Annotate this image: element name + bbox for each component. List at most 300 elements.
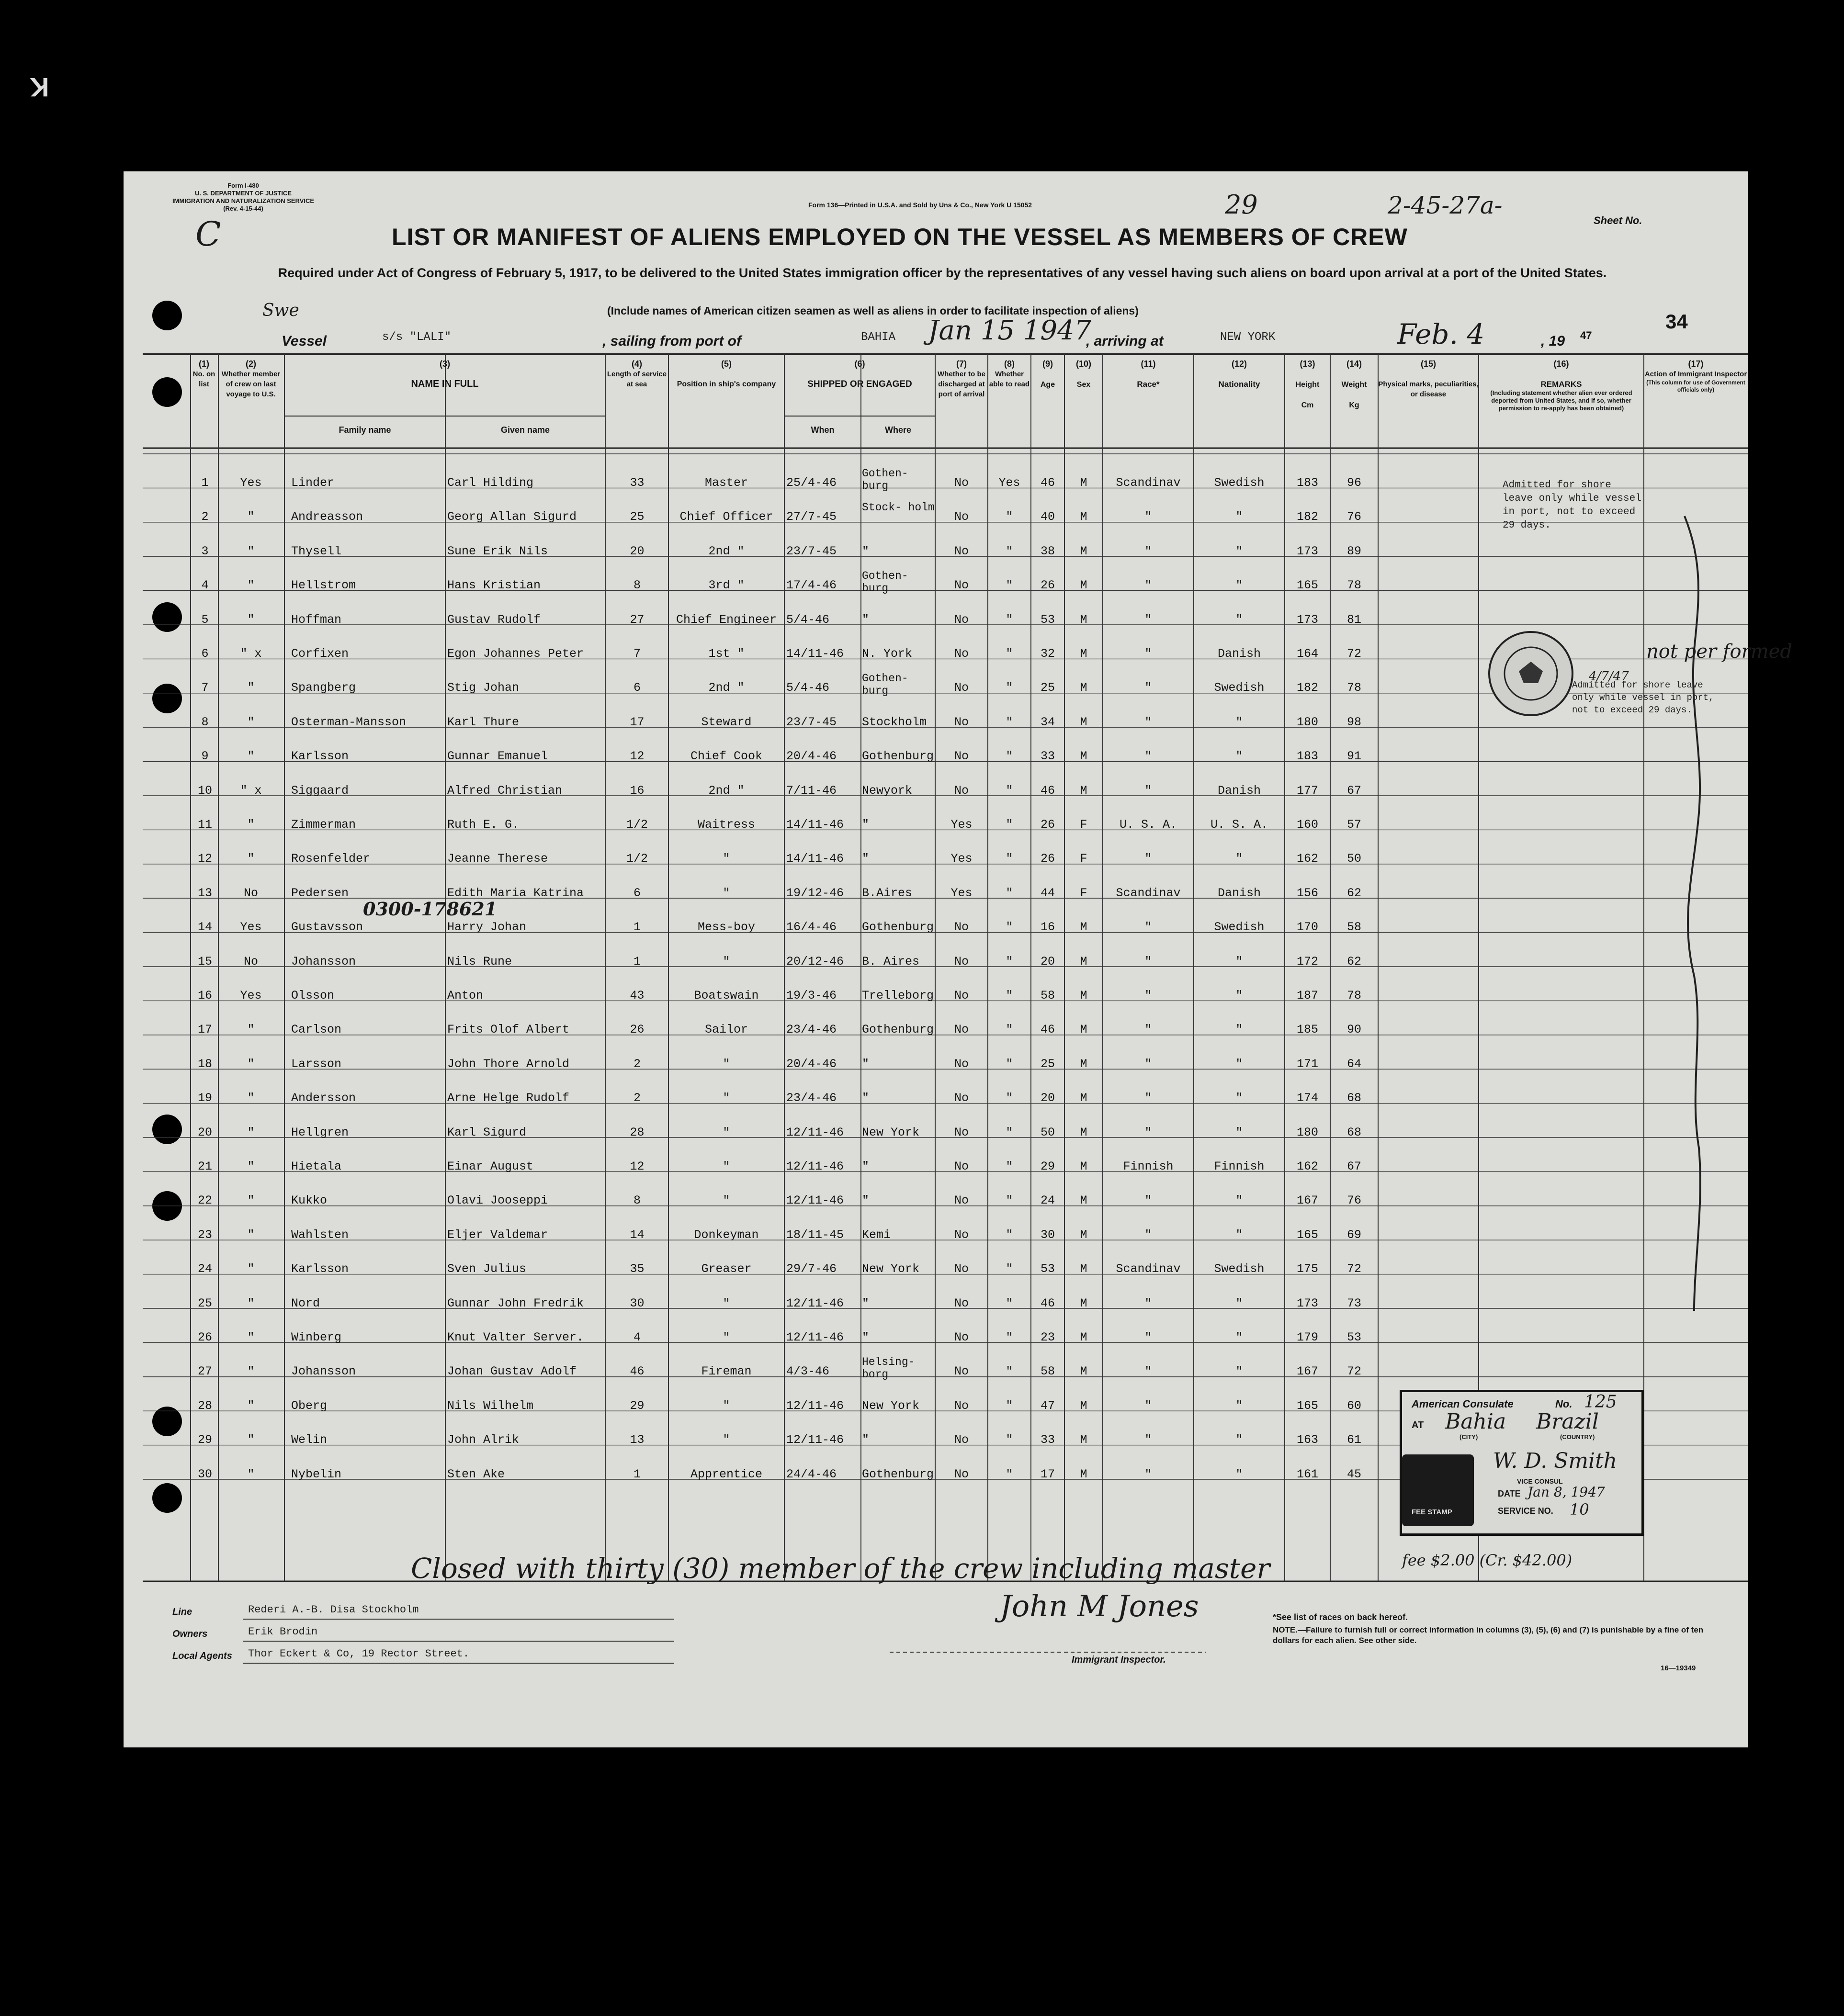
cell-nationality: " [1235,715,1243,729]
cell-service: 27 [630,612,645,627]
cell-when: 20/12-46 [786,954,844,969]
cell-discharged: No [954,647,969,661]
cell-service: 46 [630,1364,645,1379]
side-date: 4/7/47 [1589,669,1629,684]
cell-prev: " [247,544,255,558]
cell-service: 1/2 [626,852,648,866]
agents-value: Thor Eckert & Co, 19 Rector Street. [248,1648,470,1660]
consulate-country: Brazil [1536,1409,1599,1434]
sheet-number-label: Sheet No. [1594,214,1642,226]
cell-given: Olavi Jooseppi [447,1194,548,1208]
cell-when: 12/11-46 [786,1433,844,1447]
cell-prev: " [247,852,255,866]
cell-where: " [862,818,870,832]
cell-nationality: " [1235,1364,1243,1379]
cell-discharged: No [954,544,969,558]
cell-prev: " [247,1160,255,1173]
cell-family: Pedersen [291,886,349,900]
cell-nationality: Danish [1217,783,1261,798]
cell-given: Nils Wilhelm [447,1398,534,1413]
agency-line-1: U. S. DEPARTMENT OF JUSTICE [195,190,292,197]
cell-position: " [723,1296,730,1310]
cell-discharged: No [954,1125,969,1139]
cell-age: 26 [1040,852,1055,866]
cell-age: 58 [1040,989,1055,1002]
cell-where: New York [862,1262,920,1276]
cell-where: B. Aires [862,954,920,969]
cell-where: Gothenburg [862,920,934,935]
cell-given: Knut Valter Server. [447,1330,584,1344]
cell-read: " [1006,783,1013,798]
cell-discharged: No [954,1296,969,1310]
cell-where: Gothenburg [862,749,934,764]
cell-weight: 61 [1346,1433,1361,1447]
cell-position: 2nd " [708,783,745,798]
cell-no: 17 [197,1023,212,1037]
closing-note: Closed with thirty (30) member of the crew including master [411,1552,1270,1585]
cell-sex: M [1080,954,1087,969]
cell-when: 25/4-46 [786,476,837,490]
arriving-label: , arriving at [1086,333,1164,349]
cell-read: " [1006,578,1013,593]
cell-read: " [1006,1057,1013,1071]
table-row [124,538,1748,572]
cell-when: 14/11-46 [786,647,844,661]
cell-height: 167 [1296,1364,1318,1379]
cell-where: Helsing- borg [862,1356,915,1381]
cell-where: Kemi [862,1228,891,1242]
family-name-header: Family name [339,425,391,435]
cell-given: John Alrik [447,1433,520,1447]
owners-label: Owners [172,1629,208,1639]
cell-no: 30 [197,1467,212,1481]
col9-header: (9) Age [1040,359,1055,389]
cell-given: Edith Maria Katrina [447,886,584,900]
table-row [124,982,1748,1016]
inspector-signature: John M Jones [1000,1588,1199,1623]
cell-where: " [862,1194,870,1208]
cell-read: " [1006,1160,1013,1173]
col10-header: (10) Sex [1075,359,1091,389]
cell-race: " [1144,1057,1152,1071]
cell-nationality: " [1235,1433,1243,1447]
cell-age: 46 [1040,476,1055,490]
stamp-admitted-text: Admitted for shore leave only while vessel in port, not to exceed 29 days. [1572,680,1714,715]
cell-height: 167 [1296,1194,1318,1208]
cell-age: 16 [1040,920,1055,935]
cell-age: 20 [1040,954,1055,969]
vessel-name: s/s "LALI" [382,331,452,344]
cell-race: " [1144,1091,1152,1105]
cell-service: 1 [633,1467,641,1481]
cell-given: Eljer Valdemar [447,1228,548,1242]
cell-height: 173 [1296,1296,1318,1310]
col14-header: (14) Weight Kg [1341,359,1367,409]
races-footnote: *See list of races on back hereof. [1273,1612,1408,1622]
cell-where: " [862,1160,870,1173]
cell-when: 20/4-46 [786,1057,837,1071]
cell-position: Fireman [701,1364,752,1379]
table-row [124,1187,1748,1221]
cell-read: " [1006,544,1013,558]
cell-when: 5/4-46 [786,612,830,627]
cell-no: 28 [197,1398,212,1413]
cell-race: U. S. A. [1119,818,1177,832]
cell-age: 23 [1040,1330,1055,1344]
cell-sex: M [1080,749,1087,764]
cell-given: Carl Hilding [447,476,534,490]
cell-no: 11 [197,818,212,832]
cell-weight: 57 [1346,818,1361,832]
fee-stamp-label: FEE STAMP [1412,1508,1452,1516]
cell-weight: 50 [1346,852,1361,866]
table-row [124,572,1748,606]
cell-read: " [1006,1091,1013,1105]
cell-position: " [723,852,730,866]
cell-position: 3rd " [708,578,745,593]
cell-given: Nils Rune [447,954,512,969]
agency-line-2: IMMIGRATION AND NATURALIZATION SERVICE [172,197,315,204]
cell-where: Gothen- burg [862,672,908,698]
cell-age: 40 [1040,510,1055,524]
cell-position: " [723,954,730,969]
service-label: SERVICE NO. [1498,1506,1553,1516]
cell-height: 156 [1296,886,1318,900]
cell-read: " [1006,715,1013,729]
cell-given: Jeanne Therese [447,852,548,866]
cell-age: 32 [1040,647,1055,661]
cell-race: " [1144,852,1152,866]
port-from: BAHIA [861,331,896,344]
cell-no: 26 [197,1330,212,1344]
cell-read: " [1006,510,1013,524]
table-row [124,777,1748,811]
fee-note: fee $2.00 (Cr. $42.00) [1402,1551,1572,1569]
cell-family: Thysell [291,544,342,558]
cell-discharged: No [954,1160,969,1173]
cell-weight: 96 [1346,476,1361,490]
table-row [124,1153,1748,1187]
cell-service: 20 [630,544,645,558]
cell-position: 2nd " [708,544,745,558]
cell-age: 53 [1040,1262,1055,1276]
cell-position: Chief Engineer [676,612,777,627]
cell-read: " [1006,681,1013,695]
cell-discharged: Yes [950,886,973,900]
cell-discharged: No [954,1194,969,1208]
cell-race: Scandinav [1116,1262,1181,1276]
cell-discharged: No [954,1330,969,1344]
cell-weight: 78 [1346,681,1361,695]
cell-sex: M [1080,1398,1087,1413]
cell-weight: 91 [1346,749,1361,764]
cell-when: 14/11-46 [786,818,844,832]
cell-race: " [1144,920,1152,935]
cell-service: 7 [633,647,641,661]
cell-position: Boatswain [694,989,759,1002]
cell-discharged: No [954,1091,969,1105]
cell-sex: M [1080,510,1087,524]
cell-nationality: " [1235,852,1243,866]
col5-header: (5) Position in ship's company [677,359,776,388]
cell-read: " [1006,1262,1013,1276]
cell-service: 30 [630,1296,645,1310]
cell-no: 16 [197,989,212,1002]
cell-service: 13 [630,1433,645,1447]
cell-discharged: No [954,954,969,969]
sailing-label: , sailing from port of [602,333,741,349]
col13-header: (13) Height Cm [1295,359,1320,409]
col12-header: (12) Nationality [1218,359,1260,389]
cell-sex: M [1080,1296,1087,1310]
cell-race: " [1144,1330,1152,1344]
cell-family: Winberg [291,1330,342,1344]
cell-given: Egon Johannes Peter [447,647,584,661]
cell-read: " [1006,818,1013,832]
cell-sex: M [1080,476,1087,490]
cell-family: Wahlsten [291,1228,349,1242]
cell-discharged: No [954,612,969,627]
cell-nationality: " [1235,1125,1243,1139]
cell-nationality: Swedish [1214,920,1265,935]
inspector-wavy-line [1665,507,1723,1320]
cell-height: 170 [1296,920,1318,935]
cell-no: 9 [201,749,209,764]
cell-discharged: No [954,749,969,764]
cell-service: 1/2 [626,818,648,832]
cell-family: Zimmerman [291,818,356,832]
cell-age: 26 [1040,578,1055,593]
cell-height: 162 [1296,852,1318,866]
city-caption: (CITY) [1459,1433,1478,1441]
cell-weight: 67 [1346,1160,1361,1173]
col8-header: (8) Whether able to read [989,359,1030,388]
cell-family: Karlsson [291,749,349,764]
cell-age: 38 [1040,544,1055,558]
cell-race: " [1144,647,1152,661]
cell-weight: 98 [1346,715,1361,729]
consulate-no-label: No. [1555,1398,1572,1410]
cell-race: " [1144,612,1152,627]
cell-where: Gothen- burg [862,570,908,595]
cell-no: 3 [201,544,209,558]
cell-when: 4/3-46 [786,1364,830,1379]
cell-read: " [1006,852,1013,866]
cell-weight: 45 [1346,1467,1361,1481]
cell-age: 44 [1040,886,1055,900]
cell-prev: " [247,749,255,764]
admission-round-stamp [1488,631,1573,716]
cell-prev: " [247,1467,255,1481]
consulate-city: Bahia [1445,1409,1506,1434]
consulate-at-label: AT [1412,1420,1424,1430]
cell-read: " [1006,954,1013,969]
cell-when: 18/11-45 [786,1228,844,1242]
cell-height: 172 [1296,954,1318,969]
cell-position: Waitress [697,818,756,832]
cell-discharged: No [954,920,969,935]
cell-prev: " [247,1023,255,1037]
cell-sex: M [1080,1125,1087,1139]
cell-age: 46 [1040,1023,1055,1037]
cell-height: 183 [1296,749,1318,764]
cell-no: 10 [197,783,212,798]
cell-discharged: No [954,681,969,695]
cell-family: Hellgren [291,1125,349,1139]
cell-sex: M [1080,1057,1087,1071]
cell-read: Yes [998,476,1020,490]
cell-height: 165 [1296,1228,1318,1242]
cell-weight: 58 [1346,920,1361,935]
cell-discharged: No [954,1228,969,1242]
inspector-caption: Immigrant Inspector. [1072,1655,1166,1665]
cell-position: " [723,1160,730,1173]
cell-where: " [862,1057,870,1071]
cell-prev: Yes [240,920,262,935]
cell-no: 20 [197,1125,212,1139]
cell-when: 20/4-46 [786,749,837,764]
cell-age: 30 [1040,1228,1055,1242]
cell-position: " [723,1125,730,1139]
cell-race: " [1144,681,1152,695]
cell-position: " [723,1433,730,1447]
cell-sex: M [1080,1194,1087,1208]
cell-race: " [1144,1023,1152,1037]
cell-service: 17 [630,715,645,729]
cell-read: " [1006,989,1013,1002]
cell-prev: " [247,1125,255,1139]
cell-service: 2 [633,1091,641,1105]
cell-nationality: " [1235,578,1243,593]
col3-header: (3) NAME IN FULL [411,359,479,389]
cell-nationality: Finnish [1214,1160,1265,1173]
cell-race: " [1144,1296,1152,1310]
cell-service: 14 [630,1228,645,1242]
table-row [124,1324,1748,1358]
printer-note: Form 136—Printed in U.S.A. and Sold by Uns & Co., New York U 15052 [808,201,1032,209]
cell-age: 46 [1040,783,1055,798]
cell-discharged: No [954,1398,969,1413]
cell-height: 171 [1296,1057,1318,1071]
cell-family: Kukko [291,1194,328,1208]
cell-race: " [1144,510,1152,524]
cell-nationality: " [1235,749,1243,764]
cell-sex: M [1080,544,1087,558]
cell-family: Welin [291,1433,328,1447]
cell-sex: M [1080,1228,1087,1242]
cell-service: 1 [633,954,641,969]
cell-given: Einar August [447,1160,534,1173]
cell-no: 24 [197,1262,212,1276]
cell-weight: 69 [1346,1228,1361,1242]
cell-when: 12/11-46 [786,1125,844,1139]
cell-no: 4 [201,578,209,593]
cell-sex: M [1080,1364,1087,1379]
cell-family: Hietala [291,1160,342,1173]
cell-weight: 68 [1346,1091,1361,1105]
cell-given: Anton [447,989,484,1002]
fee-stamp-seal [1402,1454,1474,1526]
cell-weight: 68 [1346,1125,1361,1139]
cell-discharged: No [954,715,969,729]
service-number: 10 [1570,1500,1589,1519]
cell-height: 163 [1296,1433,1318,1447]
table-row [124,1221,1748,1255]
cell-read: " [1006,1330,1013,1344]
cell-service: 28 [630,1125,645,1139]
cell-race: " [1144,1398,1152,1413]
cell-age: 33 [1040,749,1055,764]
cell-weight: 76 [1346,1194,1361,1208]
table-row [124,1358,1748,1392]
cell-prev: " x [240,647,262,661]
cell-sex: M [1080,1160,1087,1173]
cell-no: 14 [197,920,212,935]
cell-race: " [1144,715,1152,729]
cell-no: 29 [197,1433,212,1447]
cell-service: 4 [633,1330,641,1344]
cell-when: 23/7-45 [786,715,837,729]
col4-header: (4) Length of service at sea [607,359,667,388]
cell-race: " [1144,1125,1152,1139]
cell-given: Sven Julius [447,1262,527,1276]
cell-prev: " [247,1262,255,1276]
cell-height: 185 [1296,1023,1318,1037]
cell-position: Chief Officer [679,510,773,524]
cell-where: New York [862,1398,920,1413]
cell-no: 18 [197,1057,212,1071]
cell-discharged: Yes [950,852,973,866]
sailing-date: Jan 15 1947 [928,315,1092,346]
cell-when: 12/11-46 [786,1296,844,1310]
cell-prev: Yes [240,989,262,1002]
cell-read: " [1006,647,1013,661]
cell-age: 53 [1040,612,1055,627]
cell-height: 165 [1296,1398,1318,1413]
cell-sex: M [1080,989,1087,1002]
handwritten-code: 2-45-27a- [1388,191,1503,219]
cell-service: 35 [630,1262,645,1276]
cell-no: 21 [197,1160,212,1173]
cell-race: " [1144,989,1152,1002]
cell-prev: " [247,818,255,832]
cell-given: Sten Ake [447,1467,505,1481]
col15-header: (15) Physical marks, peculiarities, or disease [1378,359,1479,398]
vessel-label: Vessel [282,333,327,349]
cell-service: 12 [630,749,645,764]
cell-no: 12 [197,852,212,866]
cell-height: 164 [1296,647,1318,661]
cell-family: Andreasson [291,510,363,524]
cell-where: " [862,544,870,558]
date-label: DATE [1498,1489,1521,1498]
cell-height: 173 [1296,544,1318,558]
cell-height: 182 [1296,510,1318,524]
cell-nationality: Swedish [1214,1262,1265,1276]
cell-race: " [1144,1228,1152,1242]
cell-when: 5/4-46 [786,681,830,695]
cell-given: Frits Olof Albert [447,1023,570,1037]
cell-prev: " [247,1194,255,1208]
cell-read: " [1006,1398,1013,1413]
cell-nationality: " [1235,1023,1243,1037]
cell-discharged: No [954,1433,969,1447]
cell-no: 13 [197,886,212,900]
handwritten-swe: Swe [262,301,299,320]
cell-race: Finnish [1123,1160,1174,1173]
cell-when: 29/7-46 [786,1262,837,1276]
cell-race: " [1144,1433,1152,1447]
